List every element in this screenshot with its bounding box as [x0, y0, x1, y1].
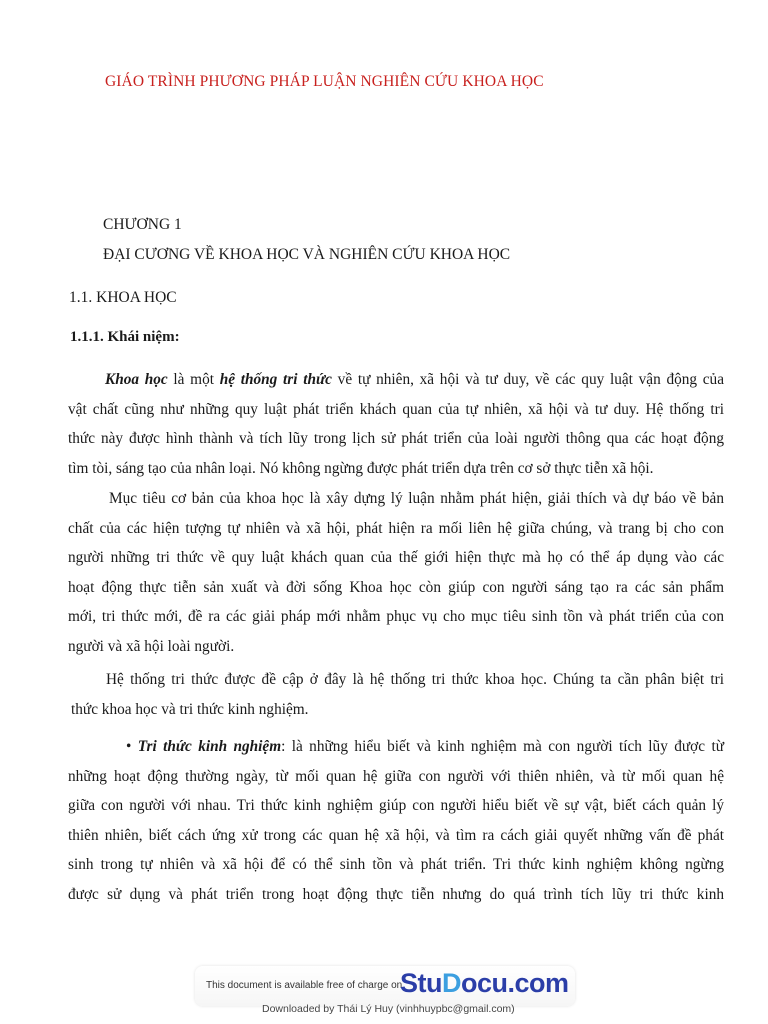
paragraph-line: thức này được hình thành và tích lũy trong lịch sử phát triển của loài người thông qua các hoạt động [68, 430, 724, 447]
paragraph-line: Hệ thống tri thức được đề cập ở đây là hệ thống tri thức khoa học. Chúng ta cần phân biệt tri [106, 671, 724, 688]
paragraph-line: được sử dụng và phát triển trong hoạt động thực tiễn nhưng do quá trình tích lũy tri thức kinh [68, 885, 724, 903]
paragraph-goal [68, 484, 724, 661]
paragraph-line: giữa con người với nhau. Tri thức kinh nghiệm giúp con người hiểu biết về sự vật, biết cách quản lý [68, 797, 724, 814]
footer-availability-note: This document is available free of charge on [206, 980, 403, 991]
paragraph-line: • Tri thức kinh nghiệm: là những hiểu biết và kinh nghiệm mà con người tích lũy được từ [126, 738, 724, 755]
paragraph-line: người những tri thức về quy luật khách quan của thế giới hiện thực mà họ có thể áp dụng vào các [68, 549, 724, 566]
subsection-heading: 1.1.1. Khái niệm: [70, 329, 180, 345]
paragraph-line: vật chất cũng như những quy luật phát triển khách quan của tự nhiên, xã hội và tư duy. Hệ thống tri [68, 400, 724, 418]
paragraph-line: tìm tòi, sáng tạo của nhân loại. Nó không ngừng được phát triển dựa trên cơ sở thực tiễn xã hội. [68, 459, 654, 477]
paragraph-line: Mục tiêu cơ bản của khoa học là xây dựng lý luận nhằm phát hiện, giải thích và dự báo về bản [109, 490, 724, 507]
downloaded-by-note: Downloaded by Thái Lý Huy (vinhhuypbc@gmail.com) [262, 1003, 515, 1015]
paragraph-line: người và xã hội loài người. [68, 637, 235, 655]
section-heading: 1.1. KHOA HỌC [69, 289, 177, 306]
document-title: GIÁO TRÌNH PHƯƠNG PHÁP LUẬN NGHIÊN CỨU KHOA HỌC [105, 73, 544, 90]
paragraph-line: hoạt động thực tiễn sản xuất và đời sống Khoa học còn giúp con người sáng tạo ra các sản phẩm [68, 578, 724, 596]
paragraph-line: mới, tri thức mới, đề ra các giải pháp mới nhằm phục vụ cho mục tiêu sinh tồn và phát triển của con [68, 608, 724, 625]
chapter-number: CHƯƠNG 1 [103, 216, 182, 233]
chapter-title: ĐẠI CƯƠNG VỀ KHOA HỌC VÀ NGHIÊN CỨU KHOA HỌC [103, 246, 511, 263]
paragraph-definition [68, 365, 724, 483]
studocu-logo[interactable]: StuDocu.com [400, 968, 569, 998]
paragraph-line: thức khoa học và tri thức kinh nghiệm. [71, 700, 309, 718]
bullet: • [126, 738, 132, 755]
paragraph-line: những hoạt động thường ngày, từ mối quan hệ giữa con người với thiên nhiên, và từ mối quan hệ [68, 767, 724, 785]
paragraph-line: chất của các hiện tượng tự nhiên và xã hội, phát hiện ra mối liên hệ giữa chúng, và trang bị cho con [68, 519, 724, 537]
paragraph-line: sinh trong tự nhiên và xã hội để có thể sinh tồn và phát triển. Tri thức kinh nghiệm không ngừng [68, 856, 724, 873]
paragraph-line: thiên nhiên, biết cách ứng xử trong các quan hệ xã hội, và tìm ra cách giải quyết những vấn đề phát [68, 826, 724, 844]
paragraph-knowledge-system [68, 665, 724, 724]
paragraph-experiential-knowledge [68, 732, 724, 909]
paragraph-line: Khoa học là một hệ thống tri thức về tự nhiên, xã hội và tư duy, về các quy luật vận động của [105, 371, 724, 388]
